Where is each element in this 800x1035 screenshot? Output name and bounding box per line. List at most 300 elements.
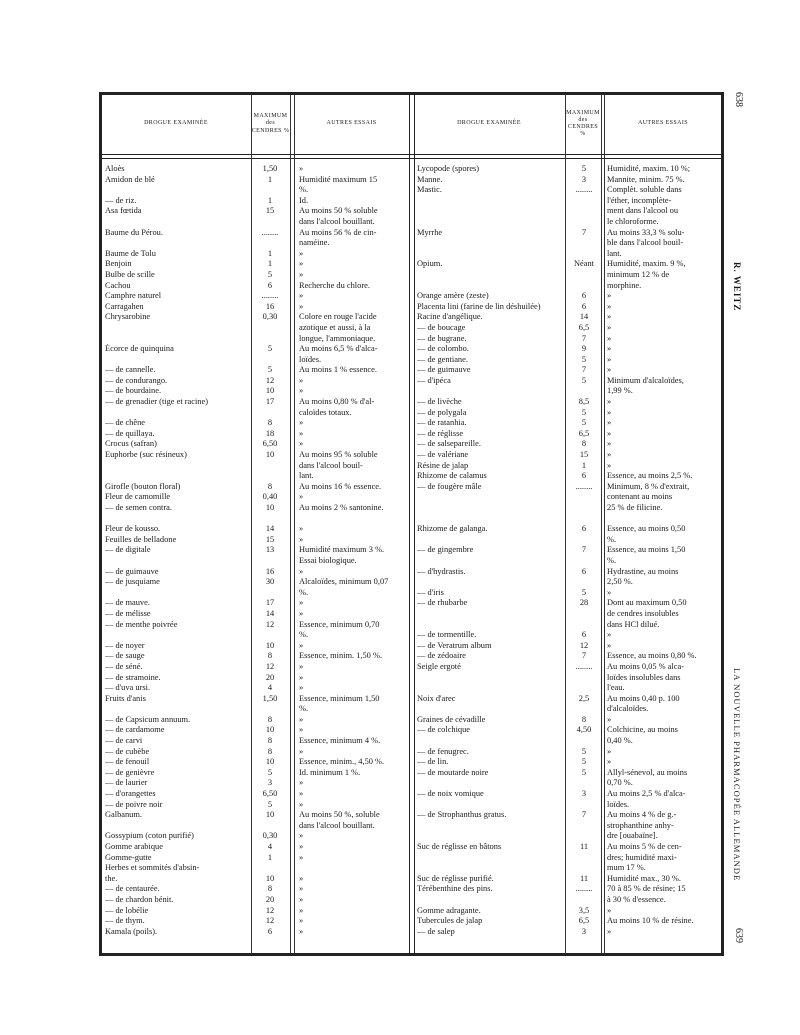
ash-cell: 8	[267, 736, 273, 746]
table-row	[413, 164, 722, 175]
other-cell: »	[607, 301, 612, 311]
ash-cell: 8	[267, 884, 273, 894]
table-row	[101, 249, 411, 260]
other-cell: »	[607, 640, 612, 650]
drug-cell: — de condurango.	[105, 375, 168, 385]
other-cell: dre [ouabaïne].	[607, 831, 658, 841]
table-row	[413, 238, 722, 249]
other-cell: le chloroforme.	[607, 216, 659, 226]
table-row	[101, 694, 411, 705]
other-cell: Hydrastine, au moins	[607, 566, 679, 576]
other-cell: Colchicine, au moins	[607, 725, 678, 735]
table-row	[101, 853, 411, 864]
table-row	[413, 185, 722, 196]
other-cell: Essence, minim., 4,50 %.	[299, 757, 385, 767]
table-row	[413, 196, 722, 207]
table-row	[413, 609, 722, 620]
table-row	[413, 175, 722, 186]
drug-cell: Fleur de camomille	[105, 492, 171, 502]
table-row	[101, 747, 411, 758]
table-row	[413, 800, 722, 811]
other-cell: contenant au moins	[607, 492, 673, 502]
right-table	[413, 94, 722, 954]
table-row	[413, 620, 722, 631]
other-cell: Au moins 10 % de résine.	[607, 916, 694, 926]
other-cell: Essence, au moins 0,50	[607, 524, 686, 534]
table-row	[413, 408, 722, 419]
other-cell: »	[299, 799, 304, 809]
ash-cell: 5	[267, 344, 273, 354]
drug-cell: Tubercules de jalap	[417, 916, 483, 926]
table-row	[101, 641, 411, 652]
ash-cell: 16	[265, 566, 275, 576]
other-cell: »	[299, 746, 304, 756]
other-cell: »	[299, 301, 304, 311]
ash-cell: 3	[581, 926, 587, 936]
other-cell: dans l'alcool bouillant.	[299, 820, 375, 830]
table-row	[101, 577, 411, 588]
table-row	[413, 725, 722, 736]
other-cell: Recherche du chlore.	[299, 280, 370, 290]
table-row	[413, 927, 722, 938]
drug-cell: Camphre naturel	[105, 291, 162, 301]
table-row	[101, 482, 411, 493]
table-row	[101, 768, 411, 779]
other-cell: dans l'alcool bouil-	[299, 460, 363, 470]
table-row	[413, 821, 722, 832]
other-cell: Au moins 0,40 p. 100	[607, 693, 680, 703]
table-row	[101, 228, 411, 239]
drug-cell: — de livèche	[417, 397, 462, 407]
table-row	[413, 831, 722, 842]
ash-cell: ........	[261, 291, 279, 301]
table-row	[101, 323, 411, 334]
drug-cell: — de mélisse	[105, 608, 151, 618]
table-row	[101, 471, 411, 482]
other-cell: »	[607, 460, 612, 470]
other-cell: »	[607, 333, 612, 343]
ash-cell: 10	[265, 757, 275, 767]
ash-cell: 8	[581, 714, 587, 724]
drug-cell	[417, 492, 569, 503]
ash-cell: 5	[581, 354, 587, 364]
other-cell: »	[299, 873, 304, 883]
table-row	[413, 492, 722, 503]
other-cell: 0,40 %.	[607, 736, 633, 746]
table-row	[101, 789, 411, 800]
ash-cell: 12	[579, 640, 589, 650]
drug-cell: — de réglisse	[417, 428, 464, 438]
other-cell: »	[607, 450, 612, 460]
other-cell: Au moins 16 % essence.	[299, 481, 382, 491]
table-row	[101, 567, 411, 578]
drug-cell: — de quillaya.	[105, 428, 155, 438]
ash-cell: 1,50	[262, 164, 278, 173]
table-row	[101, 715, 411, 726]
drug-cell: — de Capsicum annuum.	[105, 714, 191, 724]
table-row	[413, 895, 722, 906]
ash-cell: 10	[265, 386, 275, 396]
drug-cell: Manne.	[417, 174, 443, 184]
drug-cell: Opium.	[417, 259, 443, 269]
ash-cell: 30	[265, 577, 275, 587]
table-row	[101, 863, 411, 874]
drug-cell: — de thym.	[105, 916, 145, 926]
other-cell: »	[299, 714, 304, 724]
ash-cell: 3	[267, 778, 273, 788]
other-cell: »	[299, 492, 304, 502]
table-row	[101, 259, 411, 270]
drug-cell: — de tormentille.	[417, 630, 477, 640]
ash-cell: 0,40	[262, 492, 278, 502]
ash-cell: 2,5	[578, 693, 590, 703]
table-row	[101, 598, 411, 609]
ash-cell: 14	[265, 524, 275, 534]
table-row	[413, 270, 722, 281]
drug-cell	[417, 386, 569, 397]
ash-cell: ........	[575, 185, 593, 195]
drug-cell: — de zédoaire	[417, 651, 466, 661]
drug-cell	[105, 408, 255, 419]
drug-cell	[105, 704, 255, 715]
ash-cell: 1	[267, 195, 273, 205]
table-row	[101, 821, 411, 832]
drug-cell: — de bugrane.	[417, 333, 467, 343]
other-cell: Au moins 0,80 % d'al-	[299, 397, 375, 407]
other-cell: Au moins 33,3 % solu-	[607, 227, 685, 237]
table-row	[101, 884, 411, 895]
drug-cell: — d'iris	[417, 587, 444, 597]
other-cell: »	[299, 852, 304, 862]
table-row	[101, 524, 411, 535]
other-cell: loïdes.	[299, 354, 322, 364]
ash-cell: 8	[267, 714, 273, 724]
ash-cell: 4,50	[576, 725, 592, 735]
drug-cell	[417, 206, 569, 217]
table-row	[101, 365, 411, 376]
drug-cell: the.	[105, 873, 118, 883]
ash-cell: 5	[581, 418, 587, 428]
table-row	[413, 683, 722, 694]
drug-cell: Orange amère (zeste)	[417, 291, 489, 301]
ash-cell: 5	[581, 757, 587, 767]
other-cell: 2,50 %.	[607, 577, 633, 587]
other-cell: »	[299, 386, 304, 396]
other-cell: »	[299, 916, 304, 926]
drug-cell	[417, 238, 569, 249]
other-cell: Essence, minim. 1,50 %.	[299, 651, 383, 661]
drug-cell: Benjoin	[105, 259, 132, 269]
other-cell: Allyl-sénevol, au moins	[607, 767, 688, 777]
other-cell: »	[299, 598, 304, 608]
drug-cell: Feuilles de belladone	[105, 534, 177, 544]
table-row	[413, 673, 722, 684]
ash-cell: 1	[267, 248, 273, 258]
table-row	[413, 514, 722, 525]
other-cell: »	[299, 789, 304, 799]
other-cell: »	[607, 428, 612, 438]
ash-cell: 0,30	[262, 831, 278, 841]
drug-cell: — de Strophanthus gratus.	[417, 810, 507, 820]
table-row	[101, 927, 411, 938]
ash-cell: ........	[575, 884, 593, 894]
table-row	[413, 545, 722, 556]
ash-cell: 6	[581, 566, 587, 576]
ash-cell: Néant	[574, 259, 594, 269]
ash-cell: 10	[265, 873, 275, 883]
table-row	[101, 492, 411, 503]
drug-cell: Mastic.	[417, 185, 442, 195]
table-row	[413, 503, 722, 514]
other-cell: Au moins 1 % essence.	[299, 365, 377, 375]
other-cell: Au moins 50 % soluble	[299, 206, 378, 216]
ash-cell: 7	[581, 333, 587, 343]
table-row	[101, 630, 411, 641]
other-cell: longue, l'ammoniaque.	[299, 333, 376, 343]
drug-cell: Chrysarobine	[105, 312, 151, 322]
other-cell: »	[299, 905, 304, 915]
other-cell: »	[607, 312, 612, 322]
ash-cell: 5	[581, 587, 587, 597]
table-row	[413, 323, 722, 334]
ash-cell: 14	[265, 608, 275, 618]
table-row	[413, 429, 722, 440]
drug-cell: Crocus (safran)	[105, 439, 157, 449]
table-row	[101, 196, 411, 207]
drug-cell: — de riz.	[105, 195, 137, 205]
drug-cell	[417, 895, 569, 906]
table-row	[101, 418, 411, 429]
other-cell: »	[607, 354, 612, 364]
other-cell: lant.	[607, 248, 622, 258]
table-row	[413, 312, 722, 323]
drug-cell	[417, 609, 569, 620]
ash-cell: 18	[265, 428, 275, 438]
drug-cell	[417, 249, 569, 260]
other-cell: Minimum, 8 % d'extrait,	[607, 481, 690, 491]
ash-cell: ........	[575, 481, 593, 491]
table-row	[101, 334, 411, 345]
ash-cell: 12	[265, 905, 275, 915]
ash-cell: 15	[265, 206, 275, 216]
other-cell: »	[299, 926, 304, 936]
drug-cell	[105, 514, 255, 525]
table-row	[101, 461, 411, 472]
header-drug: DROGUE EXAMINÉE	[457, 120, 521, 127]
ash-cell: 3,5	[578, 905, 590, 915]
drug-cell: Myrrhe	[417, 227, 443, 237]
other-cell: ble dans l'alcool bouil-	[607, 238, 684, 248]
drug-cell: — de lobélie	[105, 905, 149, 915]
other-cell: »	[607, 397, 612, 407]
table-row	[101, 810, 411, 821]
table-row	[101, 609, 411, 620]
other-cell: Essence, au moins 2,5 %.	[607, 471, 693, 481]
ash-cell: 12	[265, 375, 275, 385]
drug-cell	[417, 683, 569, 694]
other-cell: Au moins 56 % de cin-	[299, 227, 377, 237]
ash-cell: 5	[267, 269, 273, 279]
ash-cell: ........	[575, 661, 593, 671]
table-row	[101, 778, 411, 789]
table-row	[413, 302, 722, 313]
ash-cell: 7	[581, 545, 587, 555]
table-row	[413, 874, 722, 885]
table-row	[413, 355, 722, 366]
table-row	[101, 673, 411, 684]
drug-cell: Gomme adragante.	[417, 905, 481, 915]
ash-cell: 3	[581, 789, 587, 799]
other-cell: »	[299, 672, 304, 682]
ash-cell: 10	[265, 640, 275, 650]
ash-cell: ........	[261, 227, 279, 237]
drug-cell: — d'hydrastis.	[417, 566, 466, 576]
drug-cell: Noix d'arec	[417, 693, 456, 703]
ash-cell: 6,5	[578, 916, 590, 926]
other-cell: Colore en rouge l'acide	[299, 312, 377, 322]
table-row	[413, 397, 722, 408]
ash-cell: 6	[581, 301, 587, 311]
ash-cell: 1,50	[262, 693, 278, 703]
other-cell: »	[299, 884, 304, 894]
table-row	[413, 524, 722, 535]
ash-cell: 6	[581, 471, 587, 481]
other-cell: loïdes insolubles dans	[607, 672, 681, 682]
other-cell: minimum 12 % de	[607, 269, 670, 279]
drug-cell	[417, 556, 569, 567]
table-row	[413, 376, 722, 387]
drug-cell	[417, 503, 569, 514]
other-cell: »	[299, 640, 304, 650]
drug-cell	[417, 620, 569, 631]
drug-cell: — de centaurée.	[105, 884, 160, 894]
table-row	[101, 312, 411, 323]
drug-cell	[105, 185, 255, 196]
table-row	[413, 736, 722, 747]
drug-cell	[105, 821, 255, 832]
drug-cell: — de carvi	[105, 736, 143, 746]
drug-cell: Racine d'angélique.	[417, 312, 483, 322]
other-cell: »	[299, 842, 304, 851]
other-cell: Au moins 5 % de cen-	[607, 842, 682, 851]
drug-cell	[105, 238, 255, 249]
other-cell: Au moins 95 % soluble	[299, 450, 378, 460]
table-row	[101, 503, 411, 514]
header-ash: MAXIMUM des CENDRES %	[566, 109, 600, 138]
drug-cell: Kamala (poils).	[105, 926, 158, 936]
other-cell: Humidité maximum 3 %.	[299, 545, 385, 555]
ash-cell: 8	[581, 439, 587, 449]
ash-cell: 5	[581, 746, 587, 756]
other-cell: caloïdes totaux.	[299, 407, 352, 417]
other-cell: Essence, au moins 1,50	[607, 545, 686, 555]
table-row	[413, 778, 722, 789]
drug-cell: — d'ipéca	[417, 375, 451, 385]
table-row	[101, 620, 411, 631]
drug-cell: — de chêne	[105, 418, 145, 428]
table-row	[413, 842, 722, 853]
other-cell: ment dans l'alcool ou	[607, 206, 679, 216]
ash-cell: 5	[581, 375, 587, 385]
other-cell: »	[607, 439, 612, 449]
other-cell: »	[299, 375, 304, 385]
other-cell: 1,99 %.	[607, 386, 633, 396]
ash-cell: 5	[581, 164, 587, 173]
drug-cell: — de poivre noir	[105, 799, 163, 809]
table-row	[101, 302, 411, 313]
table-row	[101, 588, 411, 599]
ash-cell: 6	[581, 291, 587, 301]
table-row	[101, 185, 411, 196]
table-row	[101, 344, 411, 355]
other-cell: Humidité, maxim. 9 %,	[607, 259, 686, 269]
other-cell: »	[299, 566, 304, 576]
drug-cell: — de mauve.	[105, 598, 150, 608]
other-cell: l'eau.	[607, 683, 625, 693]
other-cell: morphine.	[607, 280, 642, 290]
drug-cell	[105, 630, 255, 641]
ash-cell: 3	[581, 174, 587, 184]
drug-cell: Herbes et sommités d'absin-	[105, 863, 200, 873]
table-row	[101, 355, 411, 366]
drug-cell: — de polygala	[417, 407, 467, 417]
drug-cell	[417, 800, 569, 811]
ash-cell: 6,5	[578, 428, 590, 438]
ash-cell: 5	[267, 365, 273, 375]
drug-cell: — de sauge	[105, 651, 145, 661]
left-table	[101, 94, 411, 954]
other-cell: »	[299, 831, 304, 841]
table-row	[413, 810, 722, 821]
table-row	[101, 831, 411, 842]
table-row	[101, 895, 411, 906]
drug-cell: Seigle ergoté	[417, 661, 461, 671]
ash-cell: 6,5	[578, 322, 590, 332]
drug-cell: Baume du Pérou.	[105, 227, 163, 237]
other-cell: »	[299, 524, 304, 534]
other-cell: Essai biologique.	[299, 555, 357, 565]
table-row	[101, 514, 411, 525]
drug-cell: — d'uva ursi.	[105, 683, 151, 693]
ash-cell: 15	[265, 534, 275, 544]
other-cell: »	[607, 746, 612, 756]
table-row	[413, 259, 722, 270]
ash-cell: 6,50	[262, 439, 278, 449]
header-other: AUTRES ESSAIS	[326, 120, 377, 127]
drug-cell	[417, 281, 569, 292]
other-cell: %.	[299, 587, 309, 597]
other-cell: Dont au maximum 0,50	[607, 598, 687, 608]
table-row	[101, 408, 411, 419]
table-row	[101, 217, 411, 228]
other-cell: Id.	[299, 195, 309, 205]
ash-cell: 6	[581, 524, 587, 534]
drug-cell	[417, 736, 569, 747]
ash-cell: 7	[581, 365, 587, 375]
table-row	[413, 206, 722, 217]
drug-cell: — de cubèbe	[105, 746, 150, 756]
table-row	[413, 704, 722, 715]
table-row	[413, 450, 722, 461]
table-row	[101, 439, 411, 450]
drug-cell: — de salsepareille.	[417, 439, 481, 449]
table-row	[101, 725, 411, 736]
other-cell: »	[607, 714, 612, 724]
table-row	[413, 461, 722, 472]
table-row	[101, 651, 411, 662]
drug-cell	[417, 821, 569, 832]
ash-cell: 15	[579, 450, 589, 460]
